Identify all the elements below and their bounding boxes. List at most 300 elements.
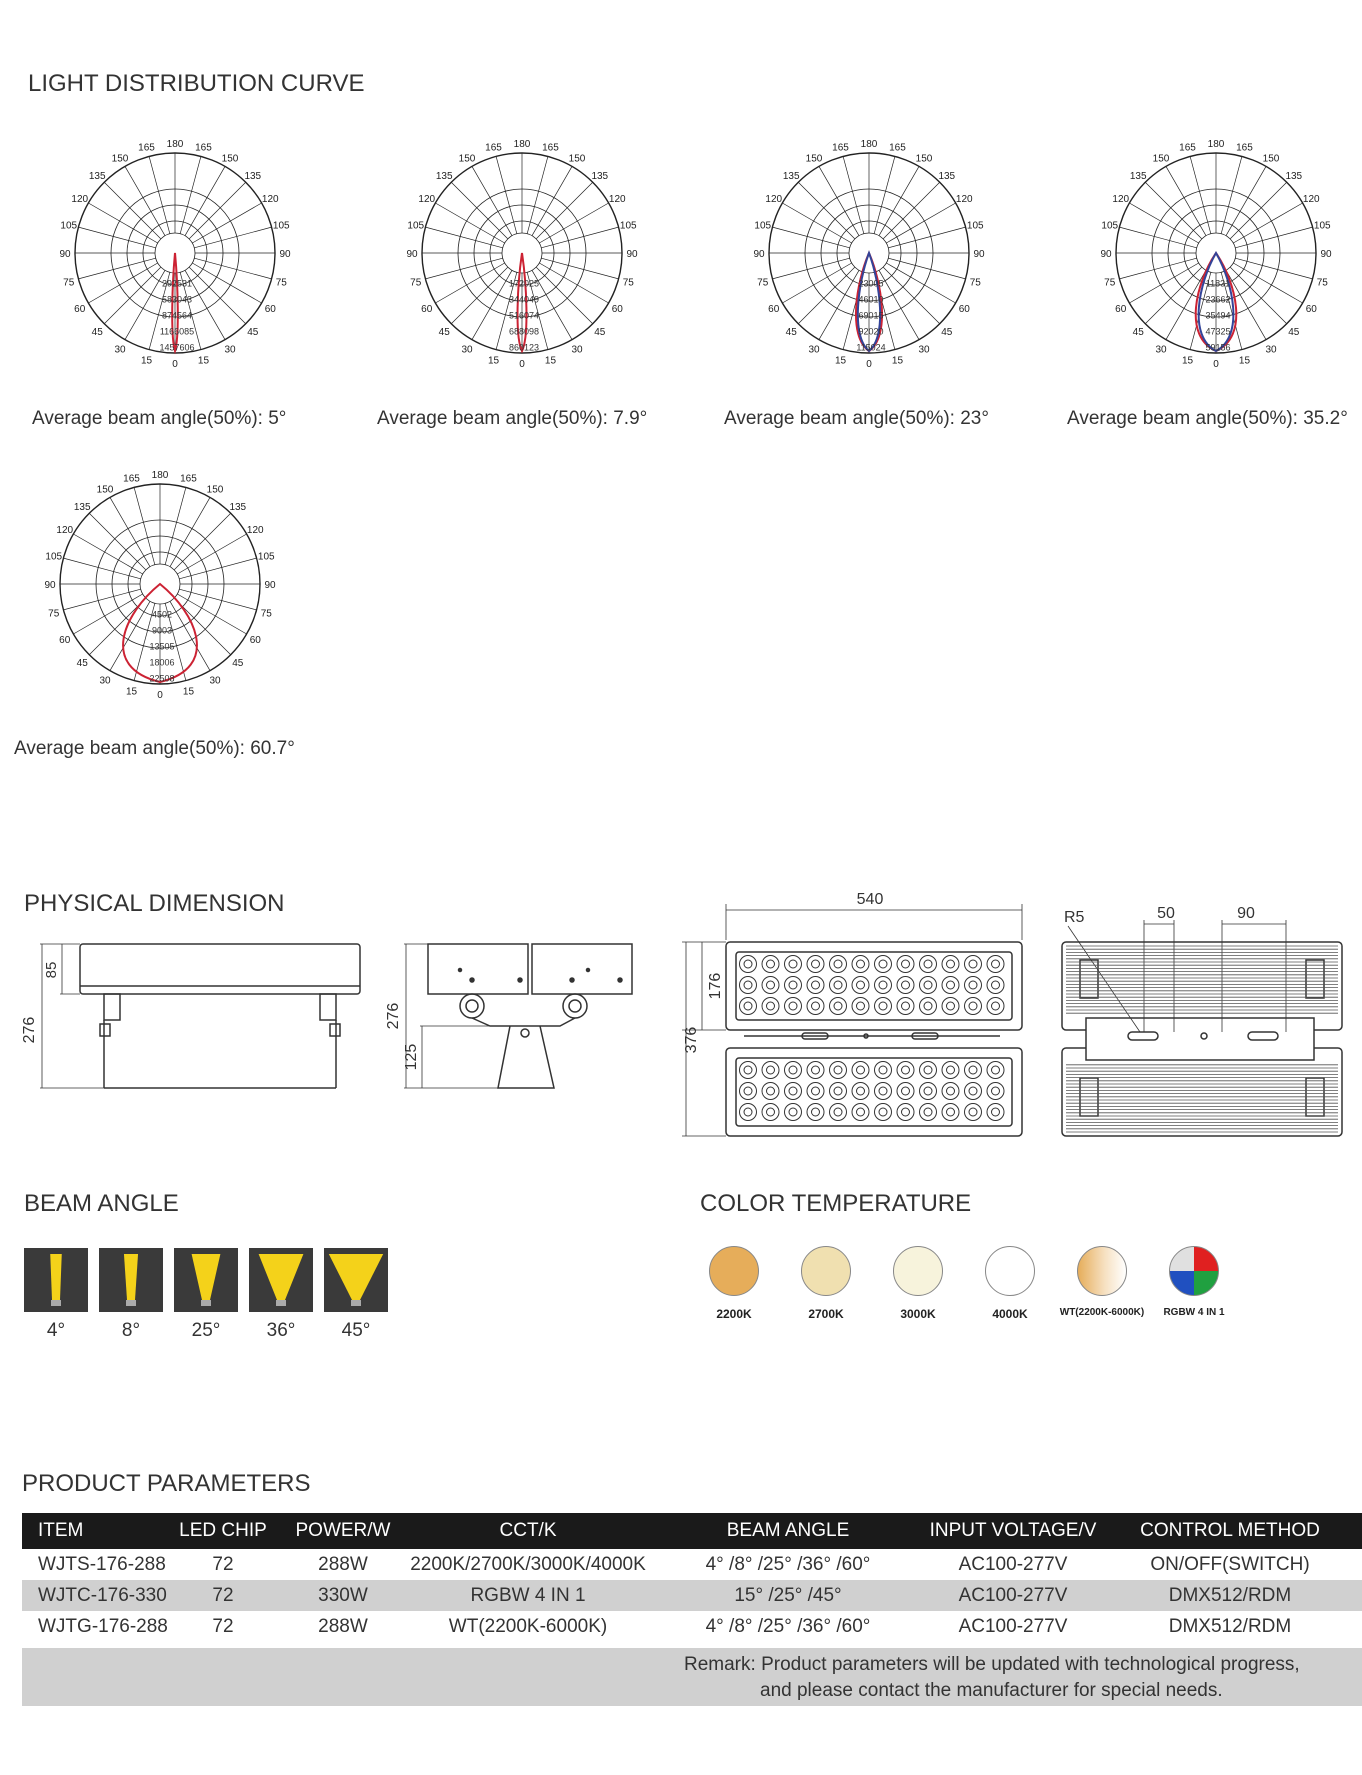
polar-ring-value: 172025	[508, 278, 540, 289]
beam-angle-label: 8°	[121, 1320, 141, 1341]
polar-angle-label: 15	[891, 355, 904, 367]
polar-angle-label: 45	[1132, 326, 1144, 338]
cell-item: WJTC-176-330	[22, 1580, 168, 1611]
polar-spoke	[1233, 203, 1302, 243]
color-temperature-label: 2700K	[808, 1307, 844, 1321]
dim-front-bracket: 125	[403, 1043, 420, 1071]
dim-side-height: 276	[21, 1016, 38, 1044]
table-header-row	[22, 1513, 1362, 1549]
led-lens	[942, 1083, 959, 1100]
polar-angle-label: 60	[1305, 304, 1317, 315]
led-lens	[897, 956, 914, 973]
polar-ring-value: 4502	[151, 609, 173, 620]
table-row	[22, 1549, 1362, 1580]
led-lens	[830, 1083, 847, 1100]
led-lens	[762, 956, 779, 973]
led-chip	[834, 960, 842, 968]
section-title-physical-dimension: PHYSICAL DIMENSION	[24, 890, 285, 917]
led-chip	[812, 1066, 820, 1074]
polar-angle-label: 165	[123, 473, 140, 485]
polar-ring-value: 1166085	[159, 326, 195, 337]
polar-spoke	[149, 156, 170, 233]
polar-angle-label: 45	[76, 657, 88, 669]
led-lens	[852, 1062, 869, 1079]
beam-source	[351, 1300, 361, 1306]
led-lens	[785, 956, 802, 973]
led-chip	[992, 981, 1000, 989]
polar-spoke	[1129, 203, 1198, 243]
led-lens	[920, 1104, 937, 1121]
led-chip	[902, 981, 910, 989]
polar-angle-label: 15	[1238, 355, 1251, 367]
polar-spoke	[1190, 156, 1211, 233]
polar-spoke	[78, 227, 155, 248]
led-chip	[992, 1087, 1000, 1095]
polar-angle-label: 150	[1152, 153, 1170, 165]
led-chip	[969, 1087, 977, 1095]
polar-spoke	[194, 227, 271, 248]
section-title-light-distribution: LIGHT DISTRIBUTION CURVE	[28, 70, 365, 97]
polar-angle-label: 150	[805, 153, 823, 165]
led-chip	[969, 1066, 977, 1074]
led-lens	[875, 1062, 892, 1079]
polar-spoke	[435, 263, 504, 303]
led-chip	[767, 960, 775, 968]
polar-spoke	[541, 227, 618, 248]
polar-angle-label: 45	[1288, 326, 1300, 338]
polar-angle-label: 75	[410, 277, 422, 289]
col-item: ITEM	[22, 1513, 168, 1549]
color-swatch	[985, 1246, 1035, 1296]
polar-spoke	[819, 166, 859, 235]
polar-spoke	[179, 589, 256, 610]
led-lens	[987, 1083, 1004, 1100]
polar-angle-label: 135	[73, 502, 91, 514]
polar-angle-label: 60	[1115, 304, 1127, 315]
polar-angle-label: 150	[568, 153, 586, 165]
led-chip	[879, 1066, 887, 1074]
polar-spoke	[1221, 156, 1242, 233]
led-lens	[875, 1083, 892, 1100]
led-chip	[924, 981, 932, 989]
polar-spoke	[73, 534, 142, 574]
polar-spoke	[170, 497, 210, 566]
cell-power: 288W	[318, 1615, 368, 1637]
polar-ring-value: 46010	[858, 294, 884, 305]
polar-spoke	[496, 156, 517, 233]
led-lens	[875, 998, 892, 1015]
polar-spoke	[88, 263, 157, 303]
led-lens	[740, 1062, 757, 1079]
polar-angle-label: 105	[272, 220, 290, 232]
led-lens	[942, 977, 959, 994]
led-chip	[924, 1002, 932, 1010]
polar-angle-label: 135	[435, 171, 453, 183]
dim-back-radius: R5	[1064, 909, 1085, 926]
led-chip	[924, 1108, 932, 1116]
polar-chart-2	[402, 135, 642, 380]
dim-top-module: 176	[707, 972, 724, 1000]
polar-ring-value: 688098	[508, 326, 540, 337]
polar-angle-label: 135	[1285, 171, 1303, 183]
led-chip	[744, 1066, 752, 1074]
polar-angle-label: 150	[458, 153, 476, 165]
polar-spoke	[886, 203, 955, 243]
polar-spoke	[541, 258, 618, 279]
polar-angle-label: 75	[1316, 277, 1328, 289]
led-lens	[897, 998, 914, 1015]
polar-angle-label: 90	[1100, 249, 1112, 260]
led-lens	[965, 998, 982, 1015]
polar-angle-label: 105	[407, 220, 425, 232]
led-chip	[947, 960, 955, 968]
cell-led-chip: 72	[168, 1580, 278, 1611]
cell-led-chip: 72	[212, 1615, 234, 1637]
led-chip	[789, 960, 797, 968]
polar-angle-label: 150	[206, 484, 224, 496]
polar-angle-label: 165	[542, 142, 559, 154]
led-chip	[947, 981, 955, 989]
polar-angle-label: 180	[1207, 139, 1225, 150]
led-lens	[807, 1083, 824, 1100]
led-chip	[902, 1002, 910, 1010]
led-lens	[852, 1083, 869, 1100]
polar-spoke	[888, 227, 965, 248]
polar-grid	[40, 466, 280, 706]
led-lens	[920, 956, 937, 973]
led-lens	[942, 1062, 959, 1079]
polar-angle-label: 120	[246, 525, 264, 536]
cell-control-method: ON/OFF(SWITCH)	[1150, 1553, 1310, 1575]
polar-angle-label: 120	[1112, 194, 1130, 205]
section-title-beam-angle: BEAM ANGLE	[24, 1190, 179, 1217]
led-chip	[857, 1087, 865, 1095]
led-lens	[965, 1083, 982, 1100]
color-temperature-label: RGBW 4 IN 1	[1163, 1307, 1225, 1318]
led-lens	[830, 1104, 847, 1121]
polar-angle-label: 165	[180, 473, 197, 485]
cell-cct: 2200K/2700K/3000K/4000K	[410, 1553, 646, 1575]
cell-power: 330W	[278, 1580, 408, 1611]
polar-angle-label: 150	[915, 153, 933, 165]
led-lens	[762, 1104, 779, 1121]
beam-caption-1: Average beam angle(50%): 5°	[32, 408, 287, 429]
led-lens	[785, 1083, 802, 1100]
polar-angle-label: 0	[1213, 359, 1219, 370]
led-chip	[744, 1087, 752, 1095]
polar-spoke	[532, 166, 572, 235]
led-lens	[762, 1083, 779, 1100]
polar-chart-4	[1096, 135, 1336, 380]
polar-spoke	[772, 258, 849, 279]
polar-angle-label: 30	[1155, 344, 1167, 356]
col-power: POWER/W	[278, 1513, 408, 1549]
dim-side-top: 85	[43, 961, 60, 979]
polar-angle-label: 30	[209, 675, 221, 687]
color-temperature-label: 4000K	[992, 1307, 1028, 1321]
polar-angle-label: 135	[88, 171, 106, 183]
polar-angle-label: 60	[74, 304, 86, 315]
beam-source	[276, 1300, 286, 1306]
polar-spoke	[772, 227, 849, 248]
table-row	[22, 1611, 1362, 1642]
cell-cct: WT(2200K-6000K)	[448, 1615, 608, 1637]
led-chip	[767, 1087, 775, 1095]
polar-angle-label: 60	[768, 304, 780, 315]
section-title-product-parameters: PRODUCT PARAMETERS	[22, 1470, 311, 1497]
cell-input-voltage: AC100-277V	[958, 1615, 1068, 1637]
led-lens	[762, 998, 779, 1015]
polar-angle-label: 0	[172, 359, 178, 370]
polar-angle-label: 90	[973, 249, 985, 260]
polar-angle-label: 75	[757, 277, 769, 289]
color-temperature-label: WT(2200K-6000K)	[1059, 1307, 1145, 1318]
color-swatch	[1077, 1246, 1127, 1296]
led-chip	[767, 1066, 775, 1074]
polar-angle-label: 30	[114, 344, 126, 356]
beam-source	[201, 1300, 211, 1306]
led-lens	[965, 1062, 982, 1079]
led-chip	[857, 1066, 865, 1074]
led-lens	[807, 1104, 824, 1121]
led-lens	[920, 1083, 937, 1100]
led-chip	[879, 1087, 887, 1095]
beam-cone	[329, 1254, 383, 1300]
beam-cone	[50, 1254, 62, 1300]
cell-cct: RGBW 4 IN 1	[408, 1580, 648, 1611]
polar-grid	[55, 135, 295, 375]
polar-angle-label: 15	[197, 355, 210, 367]
beam-angle-label: 25°	[191, 1320, 221, 1341]
led-lens	[987, 998, 1004, 1015]
polar-spoke	[1119, 258, 1196, 279]
polar-spoke	[63, 589, 140, 610]
led-chip	[992, 1066, 1000, 1074]
polar-chart-5	[40, 466, 280, 711]
polar-angle-label: 75	[622, 277, 634, 289]
polar-angle-label: 105	[257, 551, 275, 563]
polar-ring-value: 344049	[508, 294, 540, 305]
polar-angle-label: 30	[224, 344, 236, 356]
led-chip	[767, 1002, 775, 1010]
led-lens	[785, 1104, 802, 1121]
led-chip	[812, 1002, 820, 1010]
led-lens	[965, 1104, 982, 1121]
cell-control-method: DMX512/RDM	[1098, 1580, 1362, 1611]
polar-angle-label: 60	[611, 304, 623, 315]
polar-ring-value: 516074	[508, 310, 540, 321]
led-lens	[987, 1062, 1004, 1079]
polar-angle-label: 105	[1101, 220, 1119, 232]
polar-spoke	[782, 263, 851, 303]
section-title-color-temperature: COLOR TEMPERATURE	[700, 1190, 972, 1217]
polar-angle-label: 75	[969, 277, 981, 289]
top-view-drawing	[682, 904, 1022, 1136]
led-lens	[897, 1083, 914, 1100]
polar-angle-label: 135	[591, 171, 609, 183]
led-lens	[942, 998, 959, 1015]
polar-ring-value: 69015	[858, 310, 884, 321]
polar-angle-label: 180	[151, 470, 169, 481]
polar-angle-label: 15	[834, 355, 847, 367]
led-chip	[767, 981, 775, 989]
polar-angle-label: 15	[182, 686, 195, 698]
polar-angle-label: 15	[487, 355, 500, 367]
polar-spoke	[179, 558, 256, 579]
polar-angle-label: 45	[941, 326, 953, 338]
led-chip	[857, 960, 865, 968]
polar-angle-label: 15	[1181, 355, 1194, 367]
polar-spoke	[1119, 227, 1196, 248]
polar-angle-label: 90	[59, 249, 71, 260]
polar-spoke	[425, 227, 502, 248]
dim-front-height: 276	[385, 1002, 402, 1030]
cell-input-voltage: AC100-277V	[928, 1580, 1098, 1611]
polar-angle-label: 45	[91, 326, 103, 338]
polar-spoke	[125, 166, 165, 235]
polar-angle-label: 0	[157, 690, 163, 701]
led-chip	[992, 960, 1000, 968]
cell-item: WJTG-176-288	[38, 1615, 168, 1637]
polar-spoke	[88, 203, 157, 243]
polar-spoke	[78, 258, 155, 279]
polar-spoke	[425, 258, 502, 279]
polar-angle-label: 120	[1302, 194, 1320, 205]
led-chip	[744, 1108, 752, 1116]
led-chip	[969, 1108, 977, 1116]
polar-spoke	[874, 156, 895, 233]
dim-back-slot: 50	[1157, 905, 1175, 922]
cell-beam-angle: 4° /8° /25° /36° /60°	[705, 1615, 871, 1637]
led-lens	[965, 977, 982, 994]
polar-angle-label: 90	[1320, 249, 1332, 260]
led-chip	[879, 960, 887, 968]
led-lens	[987, 977, 1004, 994]
led-lens	[852, 1104, 869, 1121]
led-array	[740, 956, 1005, 1121]
led-lens	[942, 956, 959, 973]
polar-spoke	[180, 156, 201, 233]
polar-angle-label: 30	[808, 344, 820, 356]
led-chip	[902, 1108, 910, 1116]
polar-angle-label: 120	[71, 194, 89, 205]
led-lens	[740, 1083, 757, 1100]
led-chip	[879, 1002, 887, 1010]
polar-chart-3	[749, 135, 989, 380]
color-swatch	[893, 1246, 943, 1296]
led-chip	[834, 981, 842, 989]
led-chip	[992, 1002, 1000, 1010]
polar-spoke	[192, 263, 261, 303]
led-chip	[857, 1002, 865, 1010]
polar-angle-label: 105	[45, 551, 63, 563]
polar-spoke	[192, 203, 261, 243]
beam-caption-5: Average beam angle(50%): 60.7°	[14, 738, 295, 759]
polar-angle-label: 30	[571, 344, 583, 356]
polar-grid	[1096, 135, 1336, 375]
polar-spoke	[1166, 166, 1206, 235]
beam-caption-2: Average beam angle(50%): 7.9°	[377, 408, 648, 429]
polar-angle-label: 90	[44, 580, 56, 591]
polar-angle-label: 135	[1129, 171, 1147, 183]
led-lens	[987, 956, 1004, 973]
polar-angle-label: 165	[889, 142, 906, 154]
polar-angle-label: 30	[918, 344, 930, 356]
polar-spoke	[165, 487, 186, 564]
remark-line-1: Remark: Product parameters will be updated with technological progress,	[684, 1654, 1300, 1675]
polar-angle-label: 165	[485, 142, 502, 154]
polar-ring-value: 115024	[856, 342, 886, 353]
beam-angle-label: 36°	[266, 1320, 296, 1341]
led-chip	[924, 960, 932, 968]
beam-angle-label: 4°	[46, 1320, 66, 1341]
cell-beam-angle: 4° /8° /25° /36° /60°	[705, 1553, 871, 1575]
polar-spoke	[472, 166, 512, 235]
led-chip	[924, 1066, 932, 1074]
polar-angle-label: 90	[626, 249, 638, 260]
polar-spoke	[194, 258, 271, 279]
polar-angle-label: 150	[96, 484, 114, 496]
side-view-drawing	[40, 944, 360, 1088]
led-chip	[812, 981, 820, 989]
polar-ring-value: 874564	[161, 310, 193, 321]
polar-spoke	[843, 156, 864, 233]
polar-spoke	[472, 270, 512, 339]
polar-chart-1	[55, 135, 295, 380]
polar-angle-label: 150	[1262, 153, 1280, 165]
polar-angle-label: 165	[1179, 142, 1196, 154]
led-lens	[830, 956, 847, 973]
polar-angle-label: 75	[275, 277, 287, 289]
dim-back-spacing: 90	[1237, 905, 1255, 922]
polar-ring-value: 583043	[161, 294, 193, 305]
color-temperature-label: 2200K	[716, 1307, 752, 1321]
dim-top-width: 540	[856, 891, 884, 908]
led-lens	[897, 1104, 914, 1121]
led-lens	[807, 998, 824, 1015]
led-lens	[965, 956, 982, 973]
polar-spoke	[782, 203, 851, 243]
led-lens	[897, 977, 914, 994]
cell-power: 288W	[318, 1553, 368, 1575]
polar-angle-label: 45	[785, 326, 797, 338]
polar-angle-label: 90	[753, 249, 765, 260]
led-lens	[987, 1104, 1004, 1121]
color-swatch	[1169, 1246, 1219, 1296]
polar-angle-label: 120	[608, 194, 626, 205]
beam-cone	[124, 1254, 138, 1300]
polar-spoke	[1129, 263, 1198, 303]
polar-angle-label: 60	[264, 304, 276, 315]
polar-angle-label: 15	[140, 355, 153, 367]
led-chip	[879, 1108, 887, 1116]
polar-angle-label: 60	[249, 635, 261, 646]
polar-spoke	[539, 203, 608, 243]
polar-angle-label: 105	[1313, 220, 1331, 232]
led-chip	[879, 981, 887, 989]
polar-angle-label: 75	[63, 277, 75, 289]
led-chip	[744, 981, 752, 989]
polar-ring-value: 22508	[149, 673, 175, 684]
polar-angle-label: 45	[232, 657, 244, 669]
polar-angle-label: 0	[519, 359, 525, 370]
remark-line-2: and please contact the manufacturer for special needs.	[760, 1680, 1223, 1701]
polar-angle-label: 120	[418, 194, 436, 205]
led-lens	[807, 977, 824, 994]
polar-angle-label: 45	[438, 326, 450, 338]
led-chip	[812, 960, 820, 968]
polar-angle-label: 105	[966, 220, 984, 232]
